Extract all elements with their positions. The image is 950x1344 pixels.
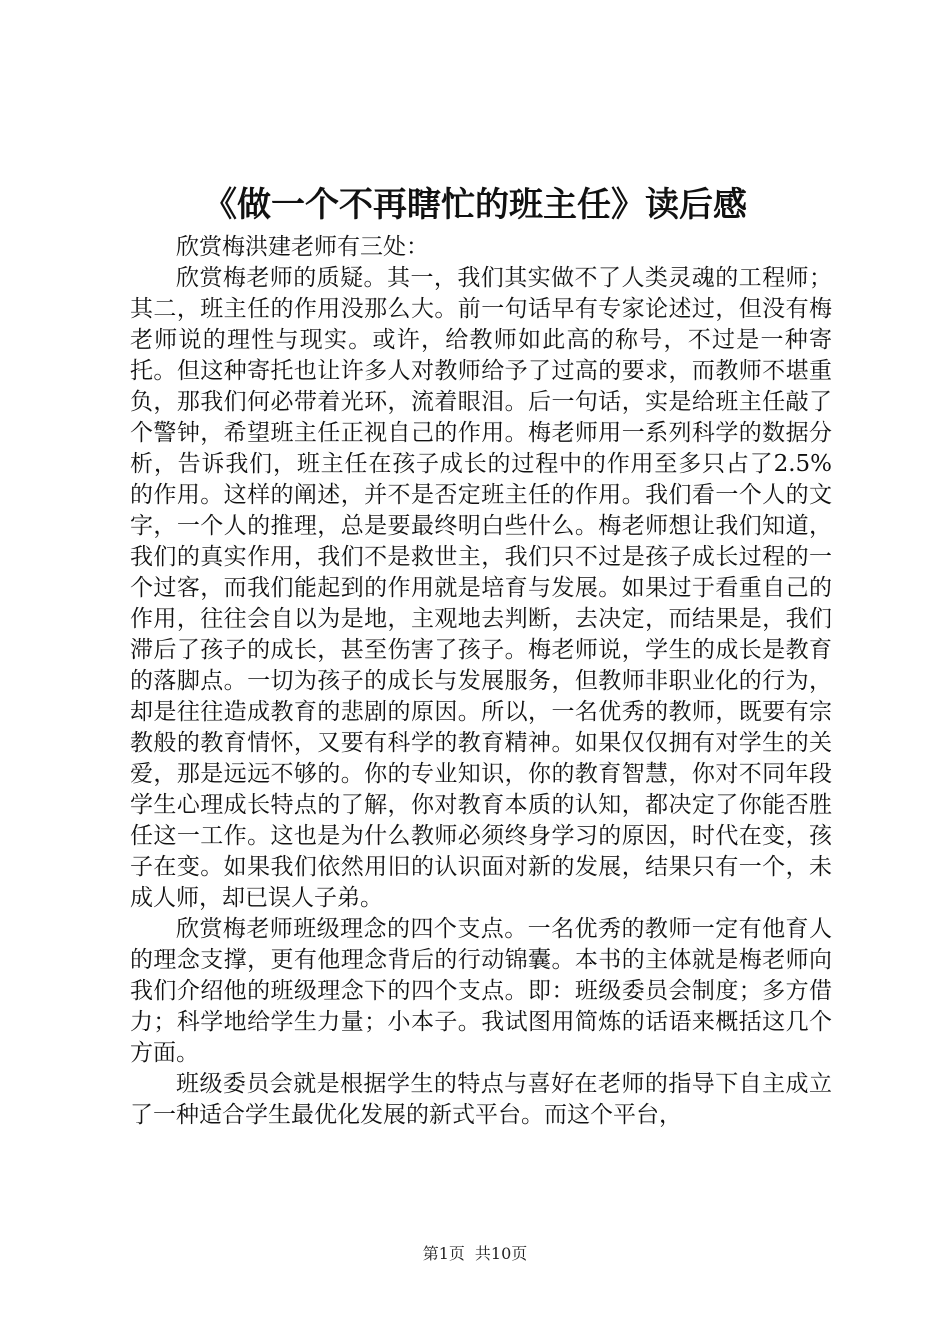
paragraph-four-pillars: 欣赏梅老师班级理念的四个支点。一名优秀的教师一定有他育人的理念支撑，更有他理念背后的行动锦囊。本书的主体就是梅老师向我们介绍他的班级理念下的四个支点。即：班级委员会制度；多方借力；科学地给学生力量；小本子。我试图用简炼的话语来概括这几个方面。 (130, 916, 832, 1066)
paragraph-questioning: 欣赏梅老师的质疑。其一，我们其实做不了人类灵魂的工程师；其二，班主任的作用没那么大。前一句话早有专家论述过，但没有梅老师说的理性与现实。或许，给教师如此高的称号，不过是一种寄托。但这种寄托也让许多人对教师给予了过高的要求，而教师不堪重负，那我们何必带着光环，流着眼泪。后一句话，实是给班主任敲了个警钟，希望班主任正视自己的作用。梅老师用一系列科学的数据分析，告诉我们，班主任在孩子成长的过程中的作用至多只占了2.5%的作用。这样的阐述，并不是否定班主任的作用。我们看一个人的文字，一个人的推理，总是要最终明白些什么。梅老师想让我们知道，我们的真实作用，我们不是救世主，我们只不过是孩子成长过程的一个过客，而我们能起到的作用就是培育与发展。如果过于看重自己的作用，往往会自以为是地，主观地去判断，去决定，而结果是，我们滞后了孩子的成长，甚至伤害了孩子。梅老师说，学生的成长是教育的落脚点。一切为孩子的成长与发展服务，但教师非职业化的行为，却是往往造成教育的悲剧的原因。所以，一名优秀的教师，既要有宗教般的教育情怀，又要有科学的教育精神。如果仅仅拥有对学生的关爱，那是远远不够的。你的专业知识，你的教育智慧，你对不同年段学生心理成长特点的了解，你对教育本质的认知，都决定了你能否胜任这一工作。这也是为什么教师必须终身学习的原因，时代在变，孩子在变。如果我们依然用旧的认识面对新的发展，结果只有一个，未成人师，却已误人子弟。 (130, 265, 832, 911)
paragraph-intro: 欣赏梅洪建老师有三处： (176, 234, 429, 260)
page-number: 第1页 (422, 1244, 465, 1263)
document-title: 《做一个不再瞎忙的班主任》读后感 (203, 185, 747, 225)
paragraph-class-committee: 班级委员会就是根据学生的特点与喜好在老师的指导下自主成立了一种适合学生最优化发展的新式平台。而这个平台， (130, 1071, 832, 1128)
document-body (130, 232, 832, 1131)
page-footer (0, 1242, 950, 1266)
page-total: 共10页 (474, 1244, 528, 1263)
